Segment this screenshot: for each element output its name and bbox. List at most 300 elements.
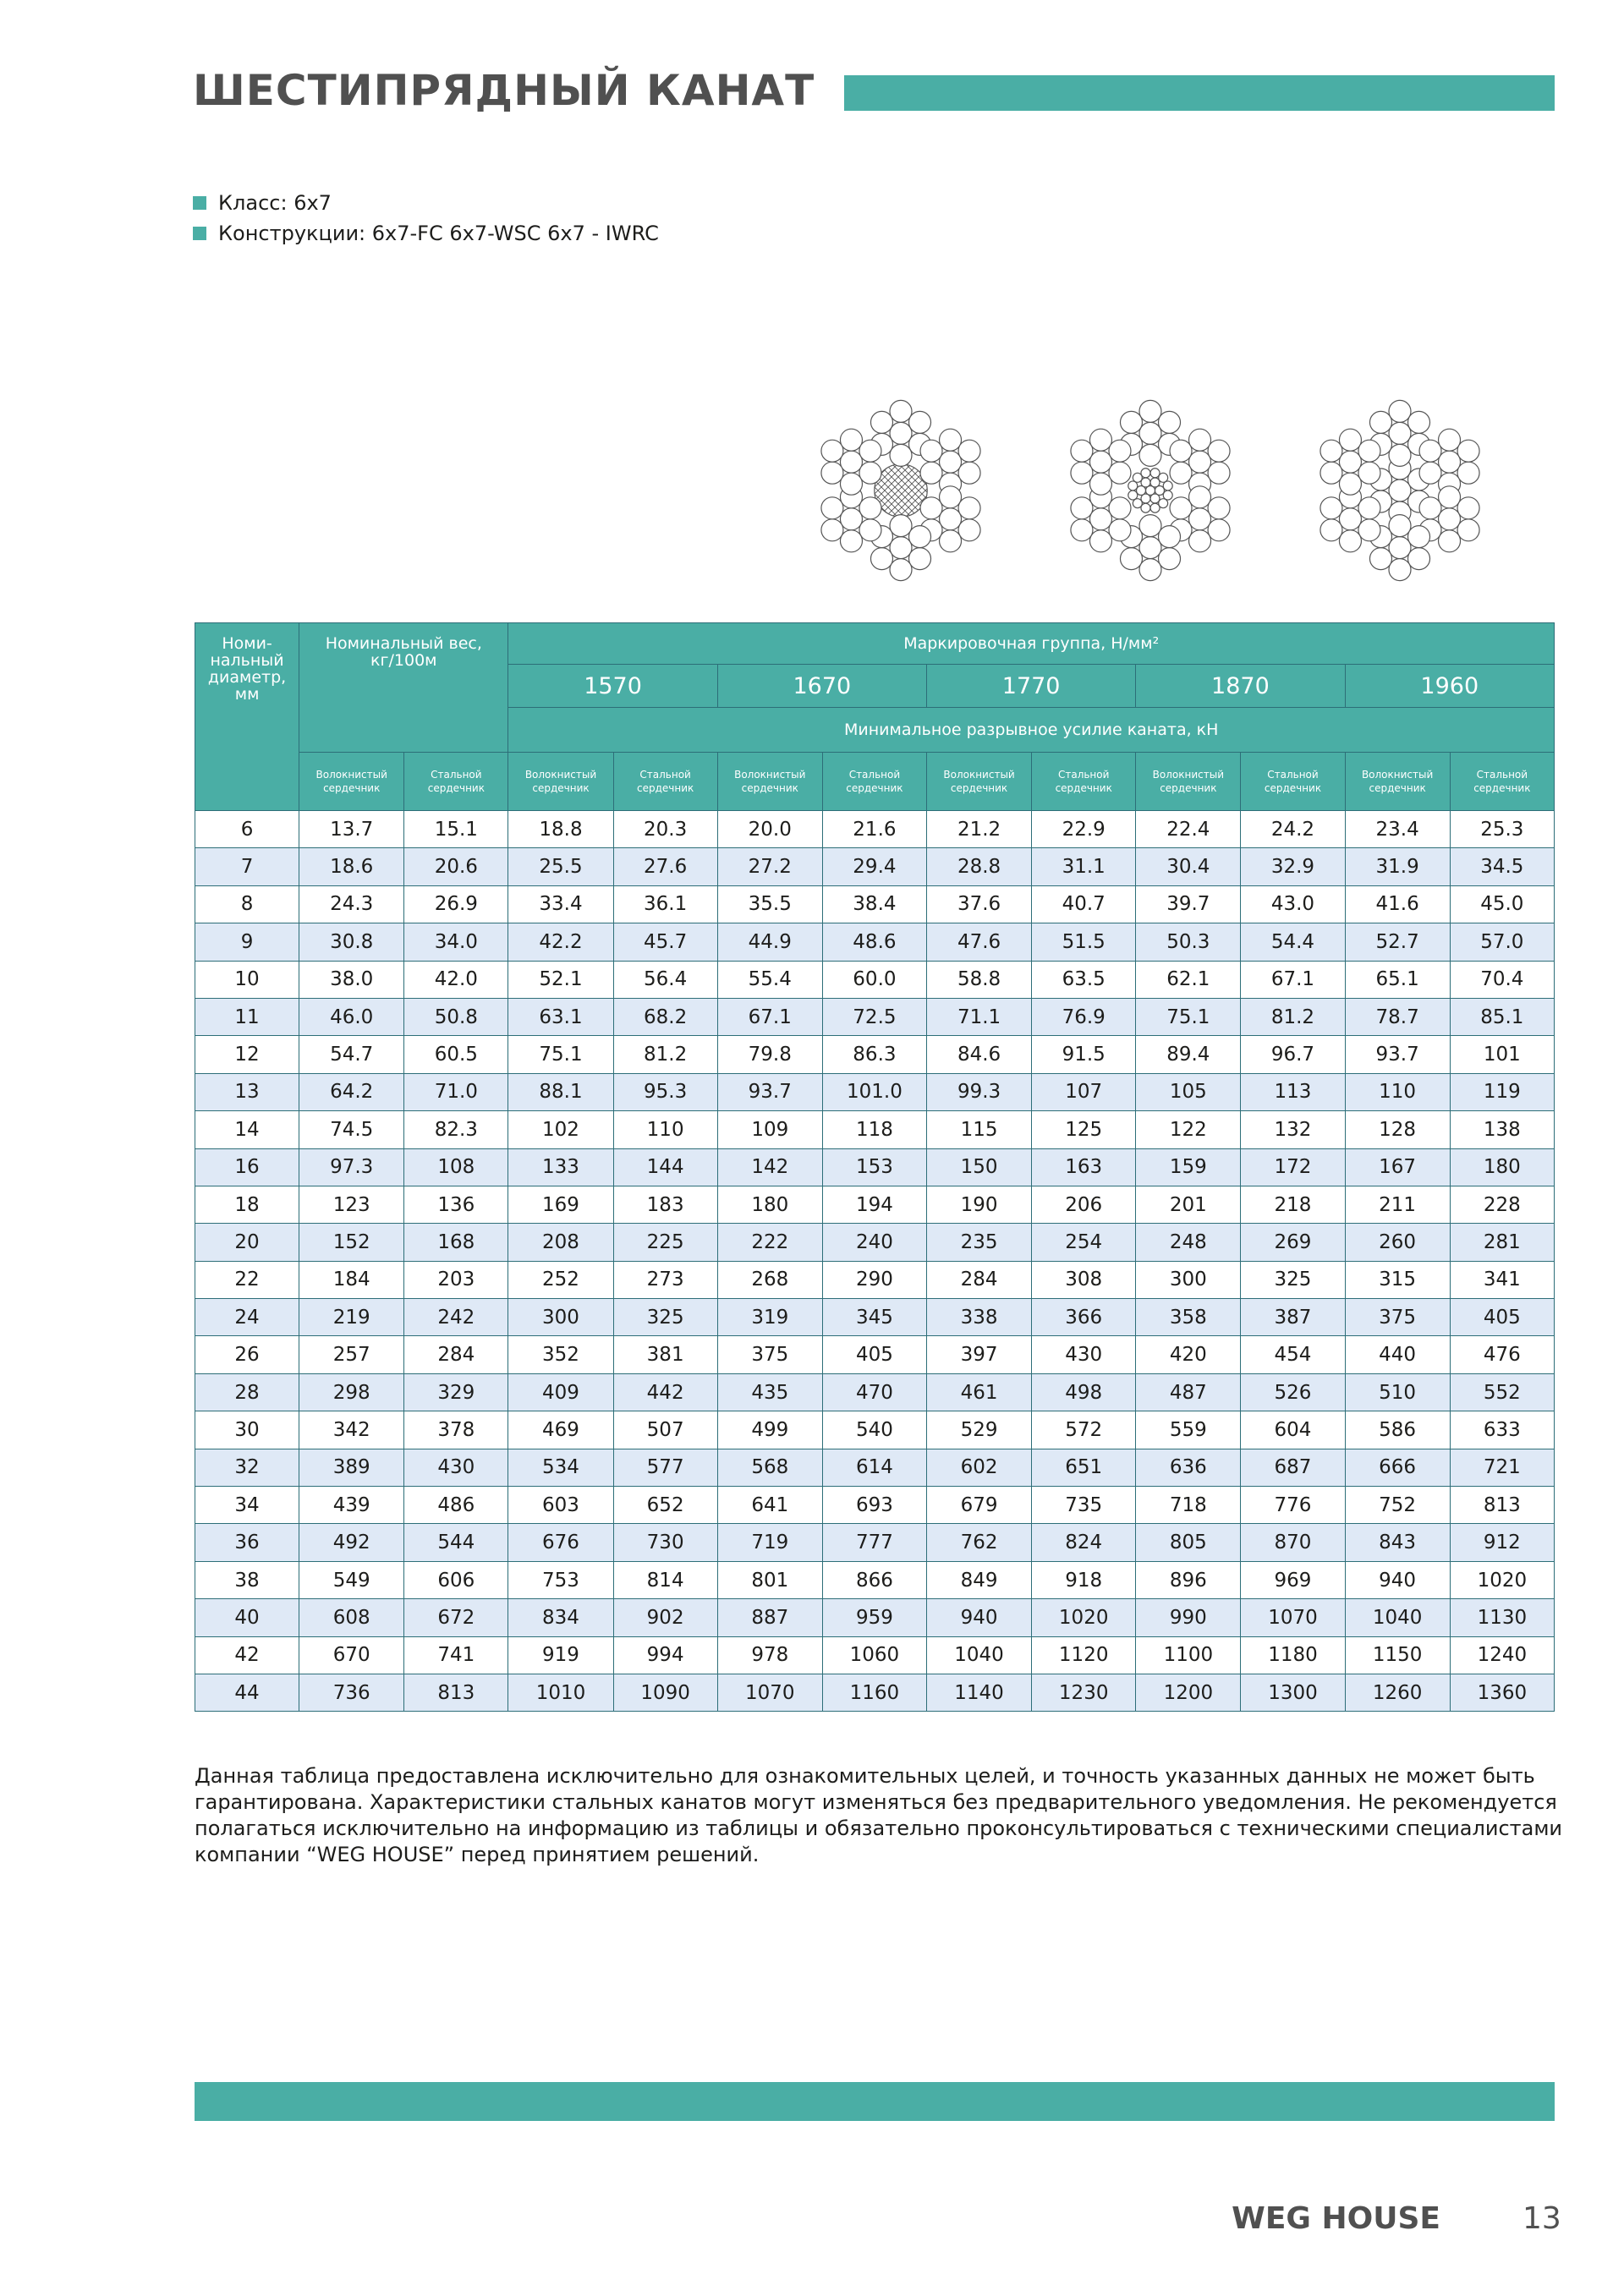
value-cell: 420 bbox=[1136, 1336, 1241, 1373]
table-row bbox=[195, 961, 1555, 998]
wire bbox=[1457, 497, 1479, 519]
value-cell: 315 bbox=[1345, 1261, 1450, 1298]
wire bbox=[920, 462, 942, 484]
wire bbox=[1419, 462, 1441, 484]
wire bbox=[958, 440, 980, 462]
wire bbox=[1339, 473, 1361, 495]
wire bbox=[1170, 462, 1192, 484]
value-cell: 169 bbox=[508, 1186, 613, 1223]
value-cell: 71.1 bbox=[926, 998, 1031, 1035]
value-cell: 15.1 bbox=[404, 811, 508, 848]
value-cell: 46.0 bbox=[299, 998, 404, 1035]
value-cell: 64.2 bbox=[299, 1073, 404, 1110]
value-cell: 978 bbox=[717, 1636, 822, 1674]
wire bbox=[1109, 462, 1131, 484]
value-cell: 499 bbox=[717, 1411, 822, 1449]
value-cell: 133 bbox=[508, 1148, 613, 1186]
wire bbox=[859, 519, 881, 541]
wire bbox=[958, 519, 980, 541]
value-cell: 54.7 bbox=[299, 1036, 404, 1073]
wire bbox=[1071, 440, 1093, 462]
subheader-fiber-core: Волокнистый сердечник bbox=[717, 753, 822, 811]
wire bbox=[1109, 519, 1131, 541]
value-cell: 559 bbox=[1136, 1411, 1241, 1449]
wire bbox=[1089, 508, 1111, 530]
value-cell: 1260 bbox=[1345, 1674, 1450, 1711]
value-cell: 375 bbox=[717, 1336, 822, 1373]
subheader-steel-core: Стальной сердечник bbox=[1450, 753, 1554, 811]
value-cell: 290 bbox=[822, 1261, 926, 1298]
table-row bbox=[195, 1299, 1555, 1336]
value-cell: 389 bbox=[299, 1449, 404, 1486]
wire bbox=[1339, 451, 1361, 473]
value-cell: 1040 bbox=[1345, 1599, 1450, 1636]
value-cell: 235 bbox=[926, 1224, 1031, 1261]
header-grade: 1960 bbox=[1345, 665, 1554, 708]
value-cell: 959 bbox=[822, 1599, 926, 1636]
value-cell: 190 bbox=[926, 1186, 1031, 1223]
diameter-cell: 20 bbox=[195, 1224, 299, 1261]
wire bbox=[940, 429, 962, 451]
wire bbox=[1109, 440, 1131, 462]
value-cell: 222 bbox=[717, 1224, 822, 1261]
value-cell: 57.0 bbox=[1450, 923, 1554, 961]
value-cell: 492 bbox=[299, 1524, 404, 1561]
value-cell: 159 bbox=[1136, 1148, 1241, 1186]
value-cell: 180 bbox=[717, 1186, 822, 1223]
table-row bbox=[195, 1449, 1555, 1486]
value-cell: 608 bbox=[299, 1599, 404, 1636]
wire bbox=[1389, 559, 1411, 581]
brand-name: WEG HOUSE bbox=[1232, 2201, 1440, 2236]
value-cell: 870 bbox=[1241, 1524, 1345, 1561]
value-cell: 38.4 bbox=[822, 885, 926, 923]
value-cell: 28.8 bbox=[926, 848, 1031, 885]
table-row bbox=[195, 1599, 1555, 1636]
value-cell: 721 bbox=[1450, 1449, 1554, 1486]
value-cell: 152 bbox=[299, 1224, 404, 1261]
value-cell: 358 bbox=[1136, 1299, 1241, 1336]
value-cell: 719 bbox=[717, 1524, 822, 1561]
diameter-cell: 22 bbox=[195, 1261, 299, 1298]
diameter-cell: 7 bbox=[195, 848, 299, 885]
value-cell: 1020 bbox=[1450, 1561, 1554, 1598]
wire bbox=[1419, 440, 1441, 462]
value-cell: 529 bbox=[926, 1411, 1031, 1449]
value-cell: 526 bbox=[1241, 1373, 1345, 1411]
value-cell: 20.3 bbox=[613, 811, 717, 848]
value-cell: 1150 bbox=[1345, 1636, 1450, 1674]
value-cell: 577 bbox=[613, 1449, 717, 1486]
value-cell: 633 bbox=[1450, 1411, 1554, 1449]
value-cell: 22.9 bbox=[1032, 811, 1136, 848]
diameter-cell: 13 bbox=[195, 1073, 299, 1110]
value-cell: 990 bbox=[1136, 1599, 1241, 1636]
value-cell: 487 bbox=[1136, 1373, 1241, 1411]
value-cell: 273 bbox=[613, 1261, 717, 1298]
wire bbox=[1408, 548, 1430, 570]
subheader-steel-core: Стальной сердечник bbox=[822, 753, 926, 811]
wire bbox=[1369, 548, 1391, 570]
value-cell: 35.5 bbox=[717, 885, 822, 923]
diameter-cell: 34 bbox=[195, 1487, 299, 1524]
table-row bbox=[195, 1148, 1555, 1186]
wire bbox=[909, 548, 931, 570]
value-cell: 676 bbox=[508, 1524, 613, 1561]
diameter-cell: 26 bbox=[195, 1336, 299, 1373]
value-cell: 108 bbox=[404, 1148, 508, 1186]
value-cell: 534 bbox=[508, 1449, 613, 1486]
diameter-cell: 9 bbox=[195, 923, 299, 961]
value-cell: 268 bbox=[717, 1261, 822, 1298]
value-cell: 150 bbox=[926, 1148, 1031, 1186]
subheader-steel-core: Стальной сердечник bbox=[404, 753, 508, 811]
subheader-fiber-core: Волокнистый сердечник bbox=[508, 753, 613, 811]
value-cell: 125 bbox=[1032, 1111, 1136, 1148]
table-row bbox=[195, 1487, 1555, 1524]
diameter-cell: 10 bbox=[195, 961, 299, 998]
value-cell: 219 bbox=[299, 1299, 404, 1336]
value-cell: 1120 bbox=[1032, 1636, 1136, 1674]
diameter-cell: 12 bbox=[195, 1036, 299, 1073]
value-cell: 641 bbox=[717, 1487, 822, 1524]
value-cell: 308 bbox=[1032, 1261, 1136, 1298]
wire bbox=[1339, 508, 1361, 530]
wire bbox=[1457, 462, 1479, 484]
value-cell: 969 bbox=[1241, 1561, 1345, 1598]
fiber-core-icon bbox=[875, 464, 927, 517]
value-cell: 70.4 bbox=[1450, 961, 1554, 998]
value-cell: 115 bbox=[926, 1111, 1031, 1148]
value-cell: 430 bbox=[1032, 1336, 1136, 1373]
value-cell: 670 bbox=[299, 1636, 404, 1674]
value-cell: 572 bbox=[1032, 1411, 1136, 1449]
value-cell: 142 bbox=[717, 1148, 822, 1186]
value-cell: 201 bbox=[1136, 1186, 1241, 1223]
value-cell: 652 bbox=[613, 1487, 717, 1524]
value-cell: 109 bbox=[717, 1111, 822, 1148]
value-cell: 211 bbox=[1345, 1186, 1450, 1223]
value-cell: 319 bbox=[717, 1299, 822, 1336]
value-cell: 341 bbox=[1450, 1261, 1554, 1298]
diameter-cell: 24 bbox=[195, 1299, 299, 1336]
value-cell: 30.4 bbox=[1136, 848, 1241, 885]
table-row bbox=[195, 1261, 1555, 1298]
wire bbox=[890, 537, 912, 559]
value-cell: 614 bbox=[822, 1449, 926, 1486]
value-cell: 919 bbox=[508, 1636, 613, 1674]
value-cell: 71.0 bbox=[404, 1073, 508, 1110]
value-cell: 102 bbox=[508, 1111, 613, 1148]
value-cell: 366 bbox=[1032, 1299, 1136, 1336]
value-cell: 824 bbox=[1032, 1524, 1136, 1561]
value-cell: 753 bbox=[508, 1561, 613, 1598]
value-cell: 23.4 bbox=[1345, 811, 1450, 848]
wire bbox=[1089, 473, 1111, 495]
wire bbox=[1109, 497, 1131, 519]
value-cell: 38.0 bbox=[299, 961, 404, 998]
table-row bbox=[195, 1336, 1555, 1373]
value-cell: 153 bbox=[822, 1148, 926, 1186]
wire bbox=[1139, 400, 1161, 422]
wire bbox=[1139, 537, 1161, 559]
wire bbox=[1419, 497, 1441, 519]
core-wire bbox=[1128, 490, 1138, 500]
value-cell: 940 bbox=[1345, 1561, 1450, 1598]
wire bbox=[890, 422, 912, 444]
value-cell: 329 bbox=[404, 1373, 508, 1411]
value-cell: 269 bbox=[1241, 1224, 1345, 1261]
value-cell: 180 bbox=[1450, 1148, 1554, 1186]
value-cell: 107 bbox=[1032, 1073, 1136, 1110]
value-cell: 208 bbox=[508, 1224, 613, 1261]
value-cell: 41.6 bbox=[1345, 885, 1450, 923]
wire bbox=[1208, 440, 1230, 462]
wire bbox=[859, 462, 881, 484]
wire bbox=[1089, 429, 1111, 451]
value-cell: 86.3 bbox=[822, 1036, 926, 1073]
value-cell: 82.3 bbox=[404, 1111, 508, 1148]
wire bbox=[1189, 508, 1211, 530]
value-cell: 834 bbox=[508, 1599, 613, 1636]
value-cell: 603 bbox=[508, 1487, 613, 1524]
value-cell: 1360 bbox=[1450, 1674, 1554, 1711]
page-number: 13 bbox=[1522, 2201, 1561, 2236]
value-cell: 20.0 bbox=[717, 811, 822, 848]
wire bbox=[859, 497, 881, 519]
value-cell: 128 bbox=[1345, 1111, 1450, 1148]
wire bbox=[1208, 497, 1230, 519]
wire bbox=[1120, 411, 1142, 433]
core-wire bbox=[1150, 503, 1160, 512]
value-cell: 735 bbox=[1032, 1487, 1136, 1524]
value-cell: 45.0 bbox=[1450, 885, 1554, 923]
diameter-cell: 16 bbox=[195, 1148, 299, 1186]
value-cell: 736 bbox=[299, 1674, 404, 1711]
subheader-fiber-core: Волокнистый сердечник bbox=[1136, 753, 1241, 811]
wire bbox=[1389, 422, 1411, 444]
value-cell: 1010 bbox=[508, 1674, 613, 1711]
value-cell: 24.3 bbox=[299, 885, 404, 923]
value-cell: 40.7 bbox=[1032, 885, 1136, 923]
value-cell: 138 bbox=[1450, 1111, 1554, 1148]
value-cell: 36.1 bbox=[613, 885, 717, 923]
wire bbox=[1457, 519, 1479, 541]
value-cell: 183 bbox=[613, 1186, 717, 1223]
value-cell: 218 bbox=[1241, 1186, 1345, 1223]
core-wire bbox=[1163, 481, 1172, 490]
value-cell: 776 bbox=[1241, 1487, 1345, 1524]
wire bbox=[940, 451, 962, 473]
wire bbox=[1170, 497, 1192, 519]
value-cell: 240 bbox=[822, 1224, 926, 1261]
value-cell: 284 bbox=[926, 1261, 1031, 1298]
value-cell: 18.8 bbox=[508, 811, 613, 848]
list-item bbox=[193, 188, 659, 218]
wire bbox=[909, 526, 931, 548]
wire bbox=[859, 440, 881, 462]
value-cell: 52.1 bbox=[508, 961, 613, 998]
subheader-fiber-core: Волокнистый сердечник bbox=[926, 753, 1031, 811]
value-cell: 203 bbox=[404, 1261, 508, 1298]
diameter-cell: 11 bbox=[195, 998, 299, 1035]
wire bbox=[1339, 530, 1361, 552]
value-cell: 67.1 bbox=[717, 998, 822, 1035]
wire bbox=[1139, 559, 1161, 581]
value-cell: 95.3 bbox=[613, 1073, 717, 1110]
value-cell: 31.1 bbox=[1032, 848, 1136, 885]
value-cell: 741 bbox=[404, 1636, 508, 1674]
value-cell: 405 bbox=[822, 1336, 926, 1373]
value-cell: 21.6 bbox=[822, 811, 926, 848]
wire bbox=[821, 440, 843, 462]
value-cell: 33.4 bbox=[508, 885, 613, 923]
wire bbox=[909, 411, 931, 433]
value-cell: 34.0 bbox=[404, 923, 508, 961]
value-cell: 65.1 bbox=[1345, 961, 1450, 998]
value-cell: 298 bbox=[299, 1373, 404, 1411]
wire bbox=[1139, 422, 1161, 444]
wire bbox=[1159, 526, 1181, 548]
value-cell: 44.9 bbox=[717, 923, 822, 961]
value-cell: 56.4 bbox=[613, 961, 717, 998]
value-cell: 45.7 bbox=[613, 923, 717, 961]
value-cell: 381 bbox=[613, 1336, 717, 1373]
footer-accent-bar bbox=[195, 2082, 1555, 2121]
wire bbox=[1170, 440, 1192, 462]
wire bbox=[1071, 519, 1093, 541]
value-cell: 430 bbox=[404, 1449, 508, 1486]
wire bbox=[1089, 530, 1111, 552]
header-min-breaking-force: Минимальное разрывное усилие каната, кН bbox=[508, 708, 1555, 753]
value-cell: 540 bbox=[822, 1411, 926, 1449]
value-cell: 606 bbox=[404, 1561, 508, 1598]
value-cell: 43.0 bbox=[1241, 885, 1345, 923]
wire bbox=[1439, 486, 1461, 508]
value-cell: 29.4 bbox=[822, 848, 926, 885]
table-row bbox=[195, 885, 1555, 923]
value-cell: 940 bbox=[926, 1599, 1031, 1636]
value-cell: 101.0 bbox=[822, 1073, 926, 1110]
value-cell: 62.1 bbox=[1136, 961, 1241, 998]
value-cell: 679 bbox=[926, 1487, 1031, 1524]
value-cell: 22.4 bbox=[1136, 811, 1241, 848]
wire bbox=[840, 508, 862, 530]
wire bbox=[821, 497, 843, 519]
wire bbox=[1159, 548, 1181, 570]
wire bbox=[1358, 440, 1380, 462]
value-cell: 1240 bbox=[1450, 1636, 1554, 1674]
value-cell: 76.9 bbox=[1032, 998, 1136, 1035]
value-cell: 762 bbox=[926, 1524, 1031, 1561]
header-diameter: Номи-нальный диаметр, мм bbox=[195, 623, 299, 811]
wire bbox=[1358, 497, 1380, 519]
value-cell: 27.2 bbox=[717, 848, 822, 885]
value-cell: 568 bbox=[717, 1449, 822, 1486]
wire bbox=[1320, 462, 1342, 484]
value-cell: 814 bbox=[613, 1561, 717, 1598]
value-cell: 50.8 bbox=[404, 998, 508, 1035]
value-cell: 37.6 bbox=[926, 885, 1031, 923]
value-cell: 1180 bbox=[1241, 1636, 1345, 1674]
wire bbox=[958, 497, 980, 519]
value-cell: 461 bbox=[926, 1373, 1031, 1411]
value-cell: 887 bbox=[717, 1599, 822, 1636]
value-cell: 242 bbox=[404, 1299, 508, 1336]
value-cell: 79.8 bbox=[717, 1036, 822, 1073]
wire bbox=[1120, 548, 1142, 570]
value-cell: 206 bbox=[1032, 1186, 1136, 1223]
wire bbox=[1139, 515, 1161, 537]
value-cell: 30.8 bbox=[299, 923, 404, 961]
value-cell: 75.1 bbox=[508, 1036, 613, 1073]
value-cell: 1200 bbox=[1136, 1674, 1241, 1711]
value-cell: 254 bbox=[1032, 1224, 1136, 1261]
constructions-label: Конструкции: 6x7-FC 6x7-WSC 6x7 - IWRC bbox=[218, 222, 659, 245]
wire bbox=[1369, 411, 1391, 433]
value-cell: 60.5 bbox=[404, 1036, 508, 1073]
value-cell: 84.6 bbox=[926, 1036, 1031, 1073]
table-row bbox=[195, 848, 1555, 885]
value-cell: 89.4 bbox=[1136, 1036, 1241, 1073]
value-cell: 1070 bbox=[1241, 1599, 1345, 1636]
diameter-cell: 28 bbox=[195, 1373, 299, 1411]
diameter-cell: 32 bbox=[195, 1449, 299, 1486]
value-cell: 342 bbox=[299, 1411, 404, 1449]
value-cell: 300 bbox=[508, 1299, 613, 1336]
value-cell: 435 bbox=[717, 1373, 822, 1411]
value-cell: 636 bbox=[1136, 1449, 1241, 1486]
value-cell: 32.9 bbox=[1241, 848, 1345, 885]
header-marking-group: Маркировочная группа, Н/мм² bbox=[508, 623, 1555, 665]
value-cell: 442 bbox=[613, 1373, 717, 1411]
value-cell: 194 bbox=[822, 1186, 926, 1223]
value-cell: 1140 bbox=[926, 1674, 1031, 1711]
value-cell: 105 bbox=[1136, 1073, 1241, 1110]
wire bbox=[940, 530, 962, 552]
value-cell: 97.3 bbox=[299, 1148, 404, 1186]
value-cell: 113 bbox=[1241, 1073, 1345, 1110]
wire bbox=[1189, 429, 1211, 451]
value-cell: 39.7 bbox=[1136, 885, 1241, 923]
diameter-cell: 42 bbox=[195, 1636, 299, 1674]
value-cell: 813 bbox=[404, 1674, 508, 1711]
value-cell: 99.3 bbox=[926, 1073, 1031, 1110]
value-cell: 902 bbox=[613, 1599, 717, 1636]
table-row bbox=[195, 923, 1555, 961]
wire bbox=[1320, 497, 1342, 519]
subheader-fiber-core: Волокнистый сердечник bbox=[299, 753, 404, 811]
value-cell: 25.3 bbox=[1450, 811, 1554, 848]
value-cell: 300 bbox=[1136, 1261, 1241, 1298]
value-cell: 813 bbox=[1450, 1487, 1554, 1524]
value-cell: 72.5 bbox=[822, 998, 926, 1035]
value-cell: 1040 bbox=[926, 1636, 1031, 1674]
value-cell: 498 bbox=[1032, 1373, 1136, 1411]
construction-list bbox=[193, 188, 659, 249]
value-cell: 454 bbox=[1241, 1336, 1345, 1373]
value-cell: 34.5 bbox=[1450, 848, 1554, 885]
value-cell: 184 bbox=[299, 1261, 404, 1298]
value-cell: 63.1 bbox=[508, 998, 613, 1035]
value-cell: 55.4 bbox=[717, 961, 822, 998]
value-cell: 118 bbox=[822, 1111, 926, 1148]
table-row bbox=[195, 1036, 1555, 1073]
value-cell: 1060 bbox=[822, 1636, 926, 1674]
wire bbox=[1389, 479, 1411, 501]
value-cell: 604 bbox=[1241, 1411, 1345, 1449]
wire bbox=[1071, 462, 1093, 484]
